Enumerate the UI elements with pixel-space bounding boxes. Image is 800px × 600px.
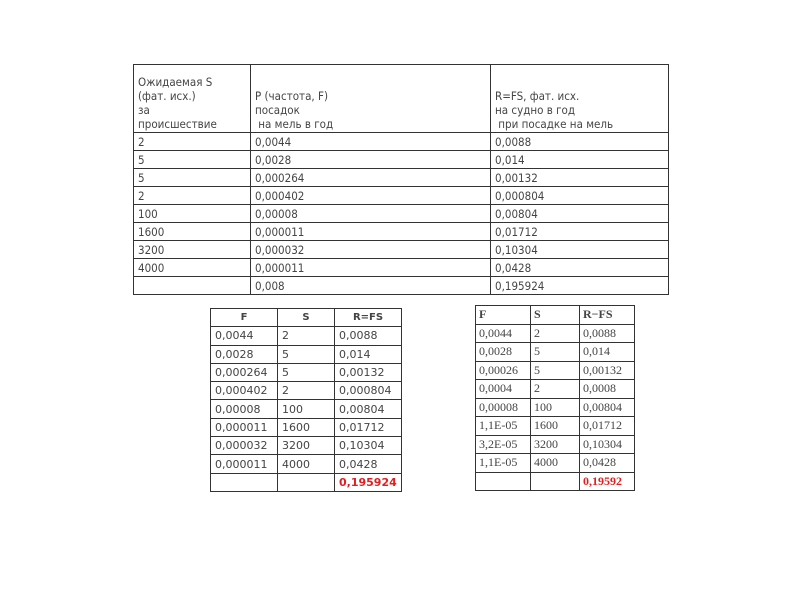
- total-row: [211, 473, 402, 491]
- table-cell: 0,014: [335, 345, 402, 363]
- table-cell: 0,000264: [251, 169, 491, 187]
- table-cell: 0,0044: [211, 327, 278, 345]
- left-summary-table: [210, 308, 402, 492]
- table-cell: 0,00026: [476, 361, 531, 380]
- table-cell: 3200: [531, 435, 580, 454]
- table-cell: 0,01712: [491, 223, 669, 241]
- table-cell: [134, 277, 251, 295]
- table-cell: 0,10304: [491, 241, 669, 259]
- table-cell: 0,0028: [211, 345, 278, 363]
- column-header: R−FS: [580, 306, 635, 325]
- table-row: [134, 277, 669, 295]
- table-cell: 0,000011: [251, 223, 491, 241]
- table-cell: 0,000264: [211, 363, 278, 381]
- table-cell: 0,00132: [580, 361, 635, 380]
- table-cell: 2: [531, 380, 580, 399]
- header-row: [476, 306, 635, 325]
- table-cell: 2: [278, 382, 335, 400]
- table-cell: 0,000402: [211, 382, 278, 400]
- table-cell: 0,195924: [491, 277, 669, 295]
- table-cell: 5: [278, 363, 335, 381]
- table-row: [476, 417, 635, 436]
- table-cell: 0,0028: [251, 151, 491, 169]
- table-cell: 0,00008: [251, 205, 491, 223]
- header-row: [211, 309, 402, 327]
- column-header: P (частота, F) посадок на мель в год: [251, 65, 491, 133]
- table-cell: 0,10304: [580, 435, 635, 454]
- table-row: [134, 205, 669, 223]
- table-cell: 4000: [278, 455, 335, 473]
- table-cell: 0,0044: [476, 324, 531, 343]
- header-row: [134, 65, 669, 133]
- table-cell: 0,01712: [580, 417, 635, 436]
- table-row: [476, 454, 635, 473]
- table-row: [134, 259, 669, 277]
- table-cell: 3200: [134, 241, 251, 259]
- table-row: [211, 327, 402, 345]
- column-header: R=FS, фат. исх. на судно в год при посадке на мель: [491, 65, 669, 133]
- table-row: [211, 418, 402, 436]
- column-header: F: [211, 309, 278, 327]
- table-cell: 0,008: [251, 277, 491, 295]
- table-cell: 4000: [531, 454, 580, 473]
- table-cell: 5: [278, 345, 335, 363]
- table-cell: 1600: [278, 418, 335, 436]
- table-cell: 0,10304: [335, 437, 402, 455]
- column-header: S: [278, 309, 335, 327]
- table-row: [476, 324, 635, 343]
- table-row: [134, 133, 669, 151]
- table-cell: 100: [134, 205, 251, 223]
- table-row: [476, 435, 635, 454]
- table-row: [211, 363, 402, 381]
- table-cell: 0,014: [580, 343, 635, 362]
- table-cell: 1600: [134, 223, 251, 241]
- table-cell: 1,1E-05: [476, 454, 531, 473]
- table-cell: 1,1E-05: [476, 417, 531, 436]
- table-cell: 0,00804: [335, 400, 402, 418]
- table-cell: 0,014: [491, 151, 669, 169]
- table-cell: 0,00008: [211, 400, 278, 418]
- table-cell: 2: [278, 327, 335, 345]
- table-cell: 0,000804: [335, 382, 402, 400]
- table-cell: 3200: [278, 437, 335, 455]
- table-cell: 1600: [531, 417, 580, 436]
- table-cell: 0,00132: [491, 169, 669, 187]
- table-cell: 0,0428: [335, 455, 402, 473]
- table-cell: 0,00804: [491, 205, 669, 223]
- total-value: 0,195924: [335, 473, 402, 491]
- table-cell: 0,01712: [335, 418, 402, 436]
- table-cell: 0,000402: [251, 187, 491, 205]
- table-row: [134, 187, 669, 205]
- total-value: 0,19592: [580, 472, 635, 491]
- table-row: [211, 345, 402, 363]
- empty-cell: [211, 473, 278, 491]
- table-cell: 2: [134, 133, 251, 151]
- table-cell: 0,0428: [580, 454, 635, 473]
- table-cell: 5: [531, 361, 580, 380]
- table-row: [134, 169, 669, 187]
- table-cell: 0,000032: [211, 437, 278, 455]
- table-cell: 0,0028: [476, 343, 531, 362]
- table-cell: 0,000011: [211, 455, 278, 473]
- table-cell: 0,000011: [211, 418, 278, 436]
- table-cell: 5: [134, 151, 251, 169]
- column-header: F: [476, 306, 531, 325]
- table-cell: 0,0004: [476, 380, 531, 399]
- table-cell: 0,0088: [335, 327, 402, 345]
- table-row: [211, 455, 402, 473]
- table-cell: 0,0088: [491, 133, 669, 151]
- table-row: [134, 241, 669, 259]
- table-cell: 0,000011: [251, 259, 491, 277]
- table-cell: 0,00132: [335, 363, 402, 381]
- table-cell: 100: [278, 400, 335, 418]
- table-cell: 5: [134, 169, 251, 187]
- table-cell: 0,0428: [491, 259, 669, 277]
- table-row: [134, 223, 669, 241]
- total-row: [476, 472, 635, 491]
- table-cell: 0,00804: [580, 398, 635, 417]
- empty-cell: [531, 472, 580, 491]
- table-row: [476, 343, 635, 362]
- right-summary-table: [475, 305, 635, 491]
- column-header: S: [531, 306, 580, 325]
- table-cell: 0,0044: [251, 133, 491, 151]
- table-row: [211, 400, 402, 418]
- table-cell: 0,000804: [491, 187, 669, 205]
- table-cell: 100: [531, 398, 580, 417]
- table-cell: 0,000032: [251, 241, 491, 259]
- table-cell: 0,0088: [580, 324, 635, 343]
- table-row: [476, 380, 635, 399]
- table-cell: 2: [531, 324, 580, 343]
- table-cell: 0,00008: [476, 398, 531, 417]
- table-row: [211, 437, 402, 455]
- column-header: Ожидаемая S (фат. исх.) за происшествие: [134, 65, 251, 133]
- table-row: [134, 151, 669, 169]
- empty-cell: [278, 473, 335, 491]
- table-cell: 0,0008: [580, 380, 635, 399]
- empty-cell: [476, 472, 531, 491]
- table-row: [476, 361, 635, 380]
- column-header: R=FS: [335, 309, 402, 327]
- main-risk-table: [133, 64, 669, 295]
- table-row: [476, 398, 635, 417]
- table-cell: 3,2E-05: [476, 435, 531, 454]
- table-cell: 4000: [134, 259, 251, 277]
- table-row: [211, 382, 402, 400]
- table-cell: 5: [531, 343, 580, 362]
- table-cell: 2: [134, 187, 251, 205]
